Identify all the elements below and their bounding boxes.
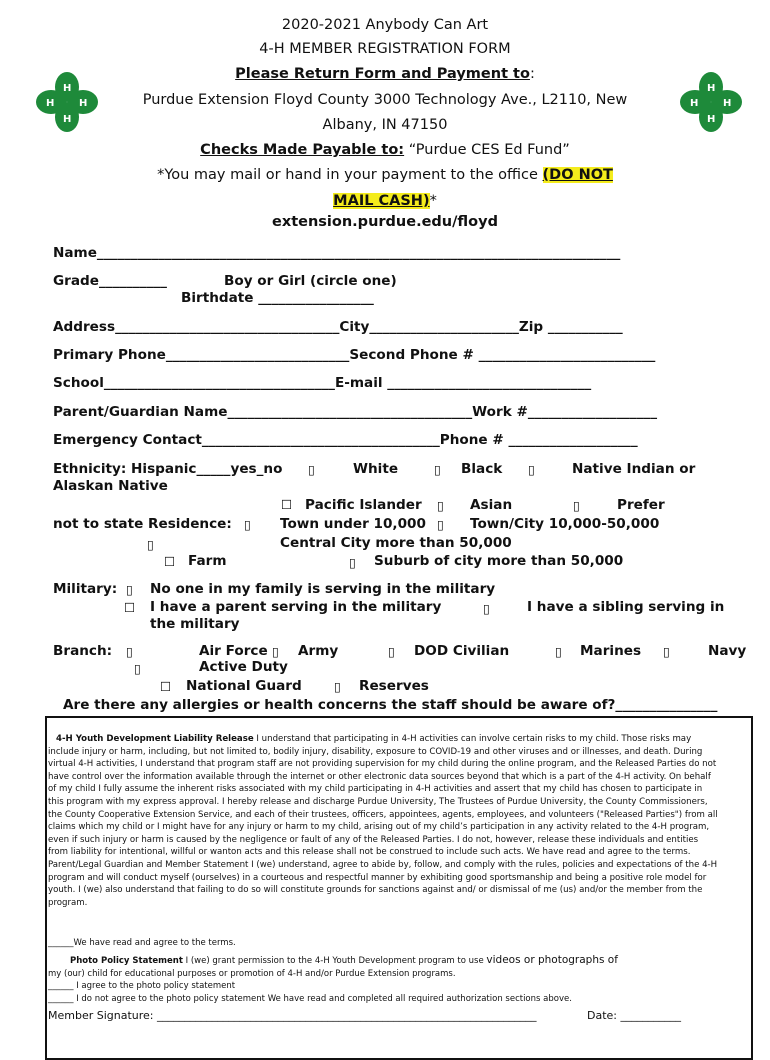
branch-national-guard: National Guard: [186, 678, 302, 694]
mail-note-text: *You may mail or hand in your payment to the office: [157, 167, 543, 183]
checks-payable: [0, 142, 770, 158]
liability-agree-line[interactable]: ______We have read and agree to the terms.: [48, 938, 236, 948]
checkbox-icon[interactable]: ▯: [555, 644, 562, 659]
svg-text:H: H: [707, 114, 716, 125]
not-state-residence-label: not to state Residence:: [53, 516, 232, 532]
photo-policy-line2: my (our) child for educational purposes or promotion of 4-H and/or Purdue Extension programs.: [48, 969, 456, 979]
military-none: No one in my family is serving in the military: [150, 581, 496, 597]
ethnicity-pacific: Pacific Islander: [305, 497, 422, 513]
checkbox-icon[interactable]: ▯: [126, 644, 133, 659]
svg-text:H: H: [723, 98, 732, 109]
emergency-field[interactable]: Emergency Contact___________________________________Phone # ___________________: [53, 432, 638, 448]
ethnicity-prefer: Prefer: [617, 497, 665, 513]
address-field[interactable]: Address_________________________________City______________________Zip ___________: [53, 319, 623, 335]
mail-note-end: *: [429, 193, 437, 209]
ethnicity-alaskan: Alaskan Native: [53, 478, 168, 494]
branch-active-duty: Active Duty: [199, 659, 288, 675]
ethnicity-asian: Asian: [470, 497, 513, 513]
checkbox-icon[interactable]: ▯: [134, 661, 141, 676]
liability-body: I understand that participating in 4-H activities can involve certain risks to my child. Those risks may include injury or harm, including, but not limited to, bodily injury, disability, exposure to COVID-19 and other viruses and or illnesses, and death. During virtual 4-H activities, I understand that program staff are not providing supervision for my child during the online program, and the Released Parties do not have control over the information available through the internet or other electronic data sources beyond that which is a part of the 4-H activity. On behalf of my child I fully assume the inherent risks associated with my child participating in 4-H activities and assert that my child has chosen to participate in this program with my express approval. I hereby release and discharge Purdue University, The Trustees of Purdue University, the County Commissioners, the County Cooperative Extension Service, and each of their trustees, officers, appointees, agents, employees, and volunteers ("Released Parties") from all claims which my child or I might have for any injury or harm to my child, arising out of my child’s participation in any activity related to the 4-H program, even if such injury or harm is caused by the negligence or fault of any of the Released Parties. I do not, however, release these individuals and entities from liability for intentional, willful or wanton acts and this release shall not be construed to include such acts. We have read and agree to the terms. Parent/Legal Guardian and Member Statement I (we) understand, agree to abide by, follow, and comply with the rules, policies and expectations of the 4-H program and will conduct myself (ourselves) in a courteous and respectful manner by exhibiting good sportsmanship and being a positive role model for youth. I (we) also understand that failing to do so will constitute grounds for sanctions against and/ or dismissal of me (us) and/or the member from the program.: [48, 734, 718, 908]
return-colon: :: [529, 66, 535, 82]
member-signature-field[interactable]: Member Signature: _____________________________________________________________________: [48, 1009, 537, 1022]
liability-title: 4-H Youth Development Liability Release: [56, 734, 254, 744]
military-sibling: I have a sibling serving in: [527, 599, 725, 615]
checkbox-icon[interactable]: ☐: [164, 554, 176, 569]
birthdate-field[interactable]: Birthdate _________________: [181, 290, 374, 306]
checkbox-icon[interactable]: ▯: [437, 498, 444, 513]
checkbox-icon[interactable]: ▯: [663, 644, 670, 659]
website: extension.purdue.edu/floyd: [272, 214, 498, 230]
checks-label: Checks Made Payable to:: [200, 142, 405, 158]
residence-farm: Farm: [188, 553, 227, 569]
photo-body1: I (we) grant permission to the 4-H Youth Development program to use: [182, 956, 487, 966]
checkbox-icon[interactable]: ▯: [147, 537, 154, 552]
checkbox-icon[interactable]: ☐: [281, 497, 293, 512]
residence-suburb: Suburb of city more than 50,000: [374, 553, 624, 569]
branch-marines: Marines: [580, 643, 642, 659]
residence-central: Central City more than 50,000: [280, 535, 512, 551]
photo-agree-line[interactable]: ______ I agree to the photo policy statement: [48, 981, 236, 991]
return-address-line1: Purdue Extension Floyd County 3000 Technology Ave., L2110, New: [142, 92, 628, 108]
military-label: Military:: [53, 581, 118, 597]
checkbox-icon[interactable]: ▯: [308, 462, 315, 477]
checkbox-icon[interactable]: ▯: [334, 679, 341, 694]
checkbox-icon[interactable]: ▯: [388, 644, 395, 659]
svg-text:H: H: [690, 98, 699, 109]
liability-release-text: [48, 733, 720, 909]
branch-air-force: Air Force: [199, 643, 268, 659]
checkbox-icon[interactable]: ▯: [244, 517, 251, 532]
checkbox-icon[interactable]: ▯: [528, 462, 535, 477]
svg-text:H: H: [707, 83, 716, 94]
ethnicity-native: Native Indian or: [572, 461, 696, 477]
checkbox-icon[interactable]: ▯: [573, 498, 580, 513]
checkbox-icon[interactable]: ☐: [160, 679, 172, 694]
ethnicity-white: White: [353, 461, 399, 477]
checkbox-icon[interactable]: ▯: [272, 644, 279, 659]
photo-title: Photo Policy Statement: [70, 956, 183, 966]
ethnicity-label: Ethnicity: Hispanic_____yes_no: [53, 461, 283, 477]
branch-navy: Navy: [708, 643, 747, 659]
mail-note-highlight-2: MAIL CASH): [333, 193, 430, 209]
military-parent: I have a parent serving in the military: [150, 599, 442, 615]
program-title: 2020-2021 Anybody Can Art: [281, 17, 489, 33]
branch-reserves: Reserves: [359, 678, 429, 694]
photo-disagree-line[interactable]: ______ I do not agree to the photo policy statement We have read and completed all required authorization sections above.: [48, 994, 572, 1004]
svg-text:H: H: [46, 98, 55, 109]
svg-text:H: H: [63, 83, 72, 94]
ethnicity-black: Black: [461, 461, 503, 477]
military-sibling-cont: the military: [150, 616, 240, 632]
return-label: Please Return Form and Payment to: [235, 66, 530, 82]
return-address-line2: Albany, IN 47150: [322, 117, 448, 133]
svg-text:H: H: [79, 98, 88, 109]
return-heading: [0, 66, 770, 82]
photo-body1b: videos or photographs of: [486, 954, 618, 966]
mail-note: [0, 167, 770, 183]
mail-note-highlight-1: (DO NOT: [542, 167, 613, 183]
school-field[interactable]: School__________________________________E-mail ______________________________: [53, 375, 592, 391]
signature-date-field[interactable]: Date: ___________: [587, 1009, 681, 1022]
checkbox-icon[interactable]: ▯: [349, 555, 356, 570]
branch-army: Army: [298, 643, 339, 659]
allergies-field[interactable]: Are there any allergies or health concerns the staff should be aware of?_______________: [63, 697, 718, 713]
boy-girl-label: Boy or Girl (circle one): [224, 273, 397, 289]
form-title: 4-H MEMBER REGISTRATION FORM: [259, 41, 511, 57]
checkbox-icon[interactable]: ▯: [483, 601, 490, 616]
name-field[interactable]: Name_____________________________________________________________________________: [53, 245, 621, 261]
checkbox-icon[interactable]: ▯: [437, 517, 444, 532]
mail-note-cont: [0, 193, 770, 209]
parent-field[interactable]: Parent/Guardian Name____________________________________Work #___________________: [53, 404, 657, 420]
checkbox-icon[interactable]: ☐: [124, 600, 136, 615]
checkbox-icon[interactable]: ▯: [126, 582, 133, 597]
residence-town-city: Town/City 10,000-50,000: [470, 516, 660, 532]
checks-value: “Purdue CES Ed Fund”: [404, 142, 570, 158]
grade-field[interactable]: Grade__________: [53, 273, 167, 289]
phone-field[interactable]: Primary Phone___________________________Second Phone # __________________________: [53, 347, 656, 363]
branch-label: Branch:: [53, 643, 113, 659]
residence-town-under: Town under 10,000: [280, 516, 426, 532]
photo-policy-line1: [70, 954, 618, 968]
checkbox-icon[interactable]: ▯: [434, 462, 441, 477]
svg-text:H: H: [63, 114, 72, 125]
branch-dod: DOD Civilian: [414, 643, 510, 659]
